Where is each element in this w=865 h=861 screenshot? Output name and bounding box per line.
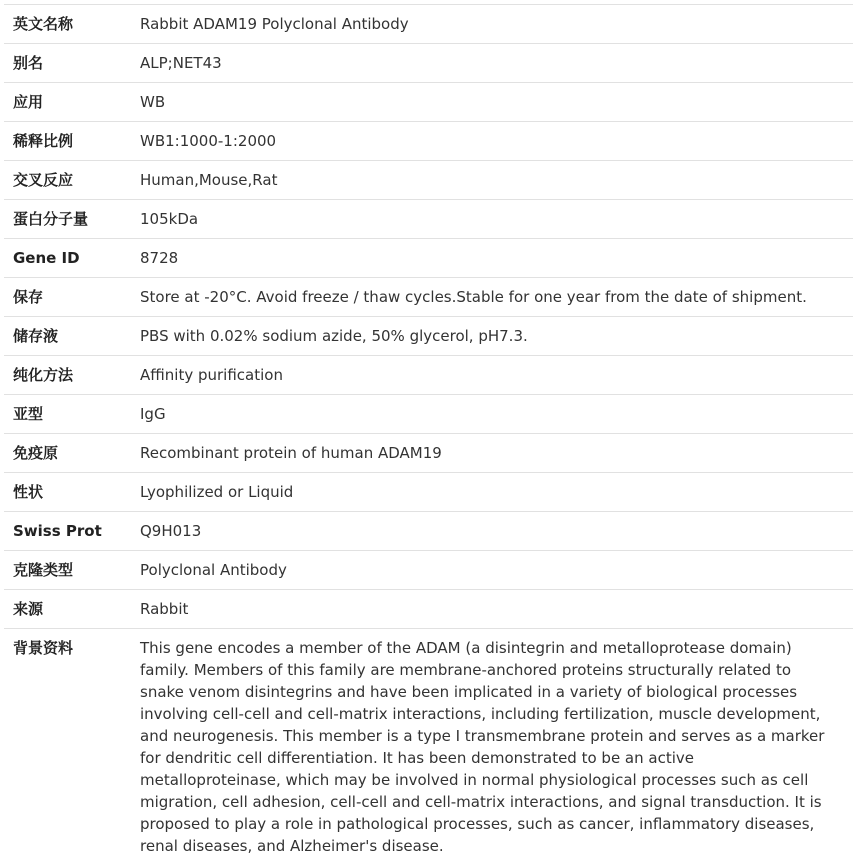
spec-key: 背景资料 <box>13 639 74 657</box>
spec-key: Gene ID <box>13 249 80 267</box>
spec-key: 免疫原 <box>13 444 59 462</box>
spec-key: 来源 <box>13 600 44 618</box>
spec-value: ALP;NET43 <box>140 54 222 72</box>
spec-row-molecular-weight <box>4 200 853 239</box>
spec-row-reactivity <box>4 161 853 200</box>
spec-key: 储存液 <box>13 327 59 345</box>
spec-key: 应用 <box>13 93 44 111</box>
product-spec-table <box>4 4 853 857</box>
spec-row-dilution <box>4 122 853 161</box>
spec-value: Affinity purification <box>140 366 283 384</box>
spec-row-swiss-prot <box>4 512 853 551</box>
spec-row-form <box>4 473 853 512</box>
spec-row-background <box>4 629 853 858</box>
spec-row-english-name <box>4 5 853 44</box>
spec-value: Store at -20°C. Avoid freeze / thaw cycles.Stable for one year from the date of shipment. <box>140 288 807 306</box>
spec-key: Swiss Prot <box>13 522 102 540</box>
spec-key: 保存 <box>13 288 44 306</box>
spec-row-immunogen <box>4 434 853 473</box>
spec-value: WB <box>140 93 166 111</box>
spec-value: Q9H013 <box>140 522 202 540</box>
spec-value: Lyophilized or Liquid <box>140 483 294 501</box>
spec-key: 英文名称 <box>13 15 74 33</box>
spec-value: Rabbit <box>140 600 189 618</box>
spec-row-application <box>4 83 853 122</box>
spec-value: Rabbit ADAM19 Polyclonal Antibody <box>140 15 409 33</box>
spec-key: 克隆类型 <box>13 561 74 579</box>
spec-key: 蛋白分子量 <box>13 210 89 228</box>
spec-row-host <box>4 590 853 629</box>
spec-row-buffer <box>4 317 853 356</box>
spec-row-gene-id <box>4 239 853 278</box>
spec-value: IgG <box>140 405 166 423</box>
spec-key: 亚型 <box>13 405 44 423</box>
spec-value: PBS with 0.02% sodium azide, 50% glycerol, pH7.3. <box>140 327 528 345</box>
spec-value: 8728 <box>140 249 179 267</box>
spec-key: 别名 <box>13 54 44 72</box>
spec-row-alias <box>4 44 853 83</box>
spec-key: 稀释比例 <box>13 132 74 150</box>
spec-value: Polyclonal Antibody <box>140 561 287 579</box>
spec-row-clonality <box>4 551 853 590</box>
spec-key: 性状 <box>13 483 44 501</box>
spec-value: Recombinant protein of human ADAM19 <box>140 444 442 462</box>
spec-row-isotype <box>4 395 853 434</box>
spec-key: 交叉反应 <box>13 171 74 189</box>
spec-value-background: This gene encodes a member of the ADAM (a disintegrin and metalloprotease domain) family. Members of this family are membrane-anchored proteins structurally related to snake venom disintegrins and have been implicated in a variety of biological processes involving cell-cell and cell-matrix interactions, including fertilization, muscle development, and neurogenesis. This member is a type I transmembrane protein and serves as a marker for dendritic cell differentiation. It has been demonstrated to be an active metalloproteinase, which may be involved in normal physiological processes such as cell migration, cell adhesion, cell-cell and cell-matrix interactions, and signal transduction. It is proposed to play a role in pathological processes, such as cancer, inflammatory diseases, renal diseases, and Alzheimer's disease. <box>140 639 825 855</box>
spec-value: 105kDa <box>140 210 199 228</box>
spec-table-body <box>4 5 853 858</box>
spec-row-storage <box>4 278 853 317</box>
spec-row-purification <box>4 356 853 395</box>
spec-value: WB1:1000-1:2000 <box>140 132 277 150</box>
spec-key: 纯化方法 <box>13 366 74 384</box>
spec-value: Human,Mouse,Rat <box>140 171 278 189</box>
